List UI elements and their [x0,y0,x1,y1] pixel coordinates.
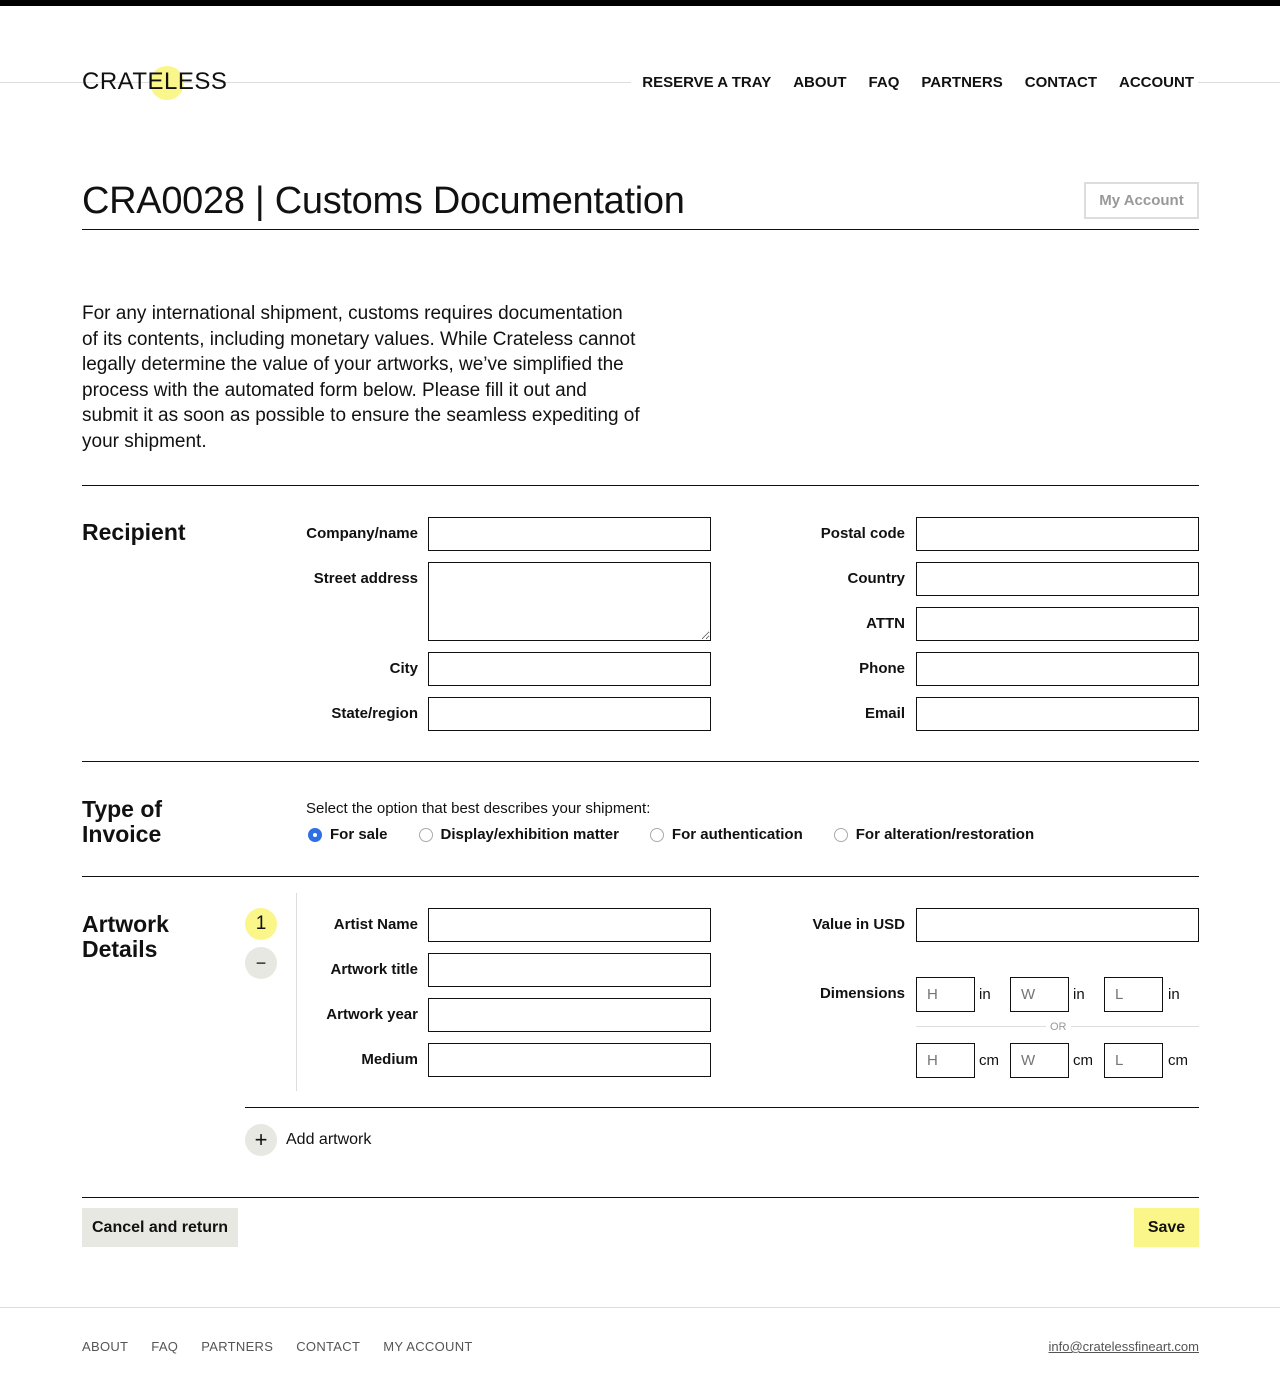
length-in-input[interactable] [1104,977,1163,1012]
postal-code-label: Postal code [820,525,905,542]
invoice-title-line: Invoice [82,821,162,847]
unit-cm-label: cm [1073,1052,1093,1069]
section-divider [82,1197,1199,1198]
height-cm-input[interactable] [916,1043,975,1078]
unit-cm-label: cm [1168,1052,1188,1069]
email-input[interactable] [916,697,1199,731]
radio-unselected-icon [834,828,848,842]
artwork-title-line: Artwork [82,911,169,937]
invoice-type-options [308,826,1065,843]
nav-reserve-a-tray[interactable]: RESERVE A TRAY [631,72,782,93]
width-in-input[interactable] [1010,977,1069,1012]
radio-unselected-icon [650,828,664,842]
radio-display-exhibition[interactable] [419,826,619,843]
width-cm-input[interactable] [1010,1043,1069,1078]
value-usd-input[interactable] [916,908,1199,942]
medium-label: Medium [361,1051,418,1068]
radio-label: For sale [330,826,388,843]
invoice-title-line: Type of [82,796,163,822]
footer-link-faq[interactable]: FAQ [151,1339,179,1354]
radio-unselected-icon [419,828,433,842]
artwork-divider [245,1107,1199,1108]
street-address-input[interactable] [428,562,711,641]
remove-artwork-icon[interactable]: − [245,947,277,979]
add-artwork-icon[interactable]: + [245,1124,277,1156]
footer-link-about[interactable]: ABOUT [82,1339,129,1354]
value-usd-label: Value in USD [812,916,905,933]
intro-text: For any international shipment, customs requires documentation of its contents, including monetary values. While Crateless cannot legally determine the value of your artworks, we’ve simplified the process with the automated form below. Please fill it out and submit it as soon as possible to ensure the seamless expediting of your shipment. [82,303,640,452]
section-divider [82,876,1199,877]
footer-link-my-account[interactable]: MY ACCOUNT [383,1339,473,1354]
country-label: Country [847,570,905,587]
company-name-input[interactable] [428,517,711,551]
artwork-year-label: Artwork year [326,1006,418,1023]
length-cm-input[interactable] [1104,1043,1163,1078]
nav-partners[interactable]: PARTNERS [910,72,1013,93]
state-region-label: State/region [331,705,418,722]
artwork-title-line: Details [82,936,158,962]
email-label: Email [864,705,905,722]
city-label: City [389,660,418,677]
state-region-input[interactable] [428,697,711,731]
nav-account[interactable]: ACCOUNT [1108,72,1198,93]
section-divider [82,485,1199,486]
title-divider [82,229,1199,230]
footer-nav [82,1339,496,1354]
add-artwork-link[interactable]: Add artwork [286,1131,372,1148]
artwork-title-input[interactable] [428,953,711,987]
nav-contact[interactable]: CONTACT [1014,72,1108,93]
artist-name-input[interactable] [428,908,711,942]
section-divider [82,761,1199,762]
attn-input[interactable] [916,607,1199,641]
nav-faq[interactable]: FAQ [858,72,911,93]
radio-label: For alteration/restoration [855,826,1035,843]
artwork-year-input[interactable] [428,998,711,1032]
radio-for-alteration[interactable] [834,826,1034,843]
recipient-title: Recipient [82,519,186,545]
nav-about[interactable]: ABOUT [782,72,857,93]
footer-link-partners[interactable]: PARTNERS [201,1339,274,1354]
unit-in-label: in [1168,986,1180,1003]
invoice-prompt: Select the option that best describes your shipment: [306,800,651,817]
radio-label: Display/exhibition matter [440,826,619,843]
my-account-button[interactable]: My Account [1084,182,1199,219]
or-label: OR [1046,1021,1071,1033]
radio-for-sale[interactable] [308,826,388,843]
company-name-label: Company/name [306,525,418,542]
footer-link-contact[interactable]: CONTACT [296,1339,361,1354]
save-button[interactable]: Save [1134,1208,1199,1247]
height-in-input[interactable] [916,977,975,1012]
radio-selected-icon [308,828,322,842]
unit-in-label: in [979,986,991,1003]
city-input[interactable] [428,652,711,686]
unit-cm-label: cm [979,1052,999,1069]
unit-in-label: in [1073,986,1085,1003]
radio-for-authentication[interactable] [650,826,803,843]
main-nav [631,72,1198,93]
attn-label: ATTN [866,615,905,632]
street-address-label: Street address [313,570,418,587]
postal-code-input[interactable] [916,517,1199,551]
radio-label: For authentication [671,826,803,843]
dimensions-label: Dimensions [819,985,905,1002]
country-input[interactable] [916,562,1199,596]
artwork-title-label: Artwork title [330,961,418,978]
phone-input[interactable] [916,652,1199,686]
footer-divider [0,1307,1280,1308]
footer-email-link[interactable]: info@cratelessfineart.com [1048,1339,1199,1354]
cancel-and-return-button[interactable]: Cancel and return [82,1208,238,1247]
medium-input[interactable] [428,1043,711,1077]
logo[interactable]: CRATELESS [82,68,228,95]
top-bar [0,0,1280,6]
page-title: CRA0028 | Customs Documentation [82,180,685,222]
artist-name-label: Artist Name [333,916,418,933]
phone-label: Phone [859,660,905,677]
artwork-index-badge: 1 [245,908,277,940]
invoice-type-title [82,797,162,847]
artwork-details-title [82,912,169,962]
